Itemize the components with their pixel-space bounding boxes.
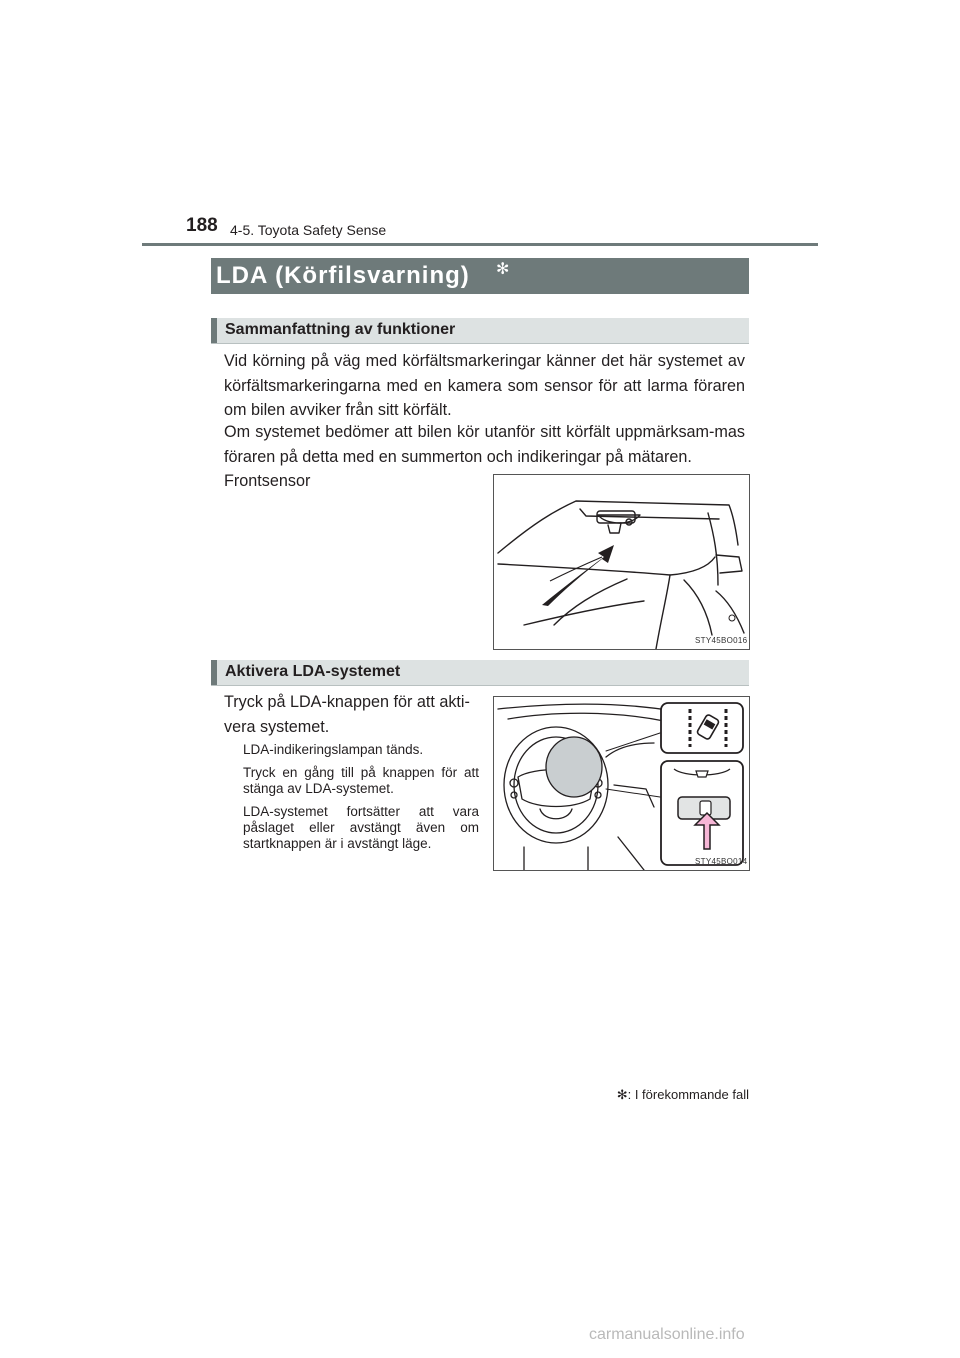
footnote bbox=[600, 1087, 749, 1103]
watermark[interactable]: carmanualsonline.info bbox=[589, 1326, 745, 1343]
paragraph-warning: Om systemet bedömer att bilen kör utanför sitt körfält uppmärksam-mas föraren på detta med en summerton och indikeringar på mätaren. bbox=[224, 423, 745, 466]
figure-lda-button bbox=[493, 696, 750, 871]
paragraph-intro: Vid körning på väg med körfältsmarkeringar känner det här systemet av körfältsmarkeringarna med en kamera som sensor för att larma föraren om bilen avviker från sitt körfält. bbox=[224, 352, 745, 419]
figure-caption-frontsensor: Frontsensor bbox=[224, 472, 311, 490]
title-footnote-marker: ✻ bbox=[496, 261, 510, 278]
instruction-text: Tryck på LDA-knappen för att akti-vera systemet. bbox=[224, 693, 470, 736]
page-title: LDA (Körfilsvarning) bbox=[216, 262, 470, 289]
subheading-summary bbox=[211, 318, 749, 344]
steering-wheel-illustration bbox=[494, 697, 749, 870]
note-press-again: Tryck en gång till på knappen för att stänga av LDA-systemet. bbox=[243, 765, 479, 796]
section-title: 4-5. Toyota Safety Sense bbox=[230, 222, 387, 238]
subheading-activate bbox=[211, 660, 749, 686]
figure-front-sensor bbox=[493, 474, 750, 650]
subheading-label: Sammanfattning av funktioner bbox=[225, 321, 456, 338]
note-persists: LDA-systemet fortsätter att vara påslaget eller avstängt även om startknappen är i avstängt läge. bbox=[243, 804, 479, 851]
header-rule bbox=[142, 243, 818, 246]
subheading-accent bbox=[211, 318, 217, 343]
windshield-illustration bbox=[494, 475, 749, 649]
figure-code: STY45BO014 bbox=[695, 857, 748, 866]
figure-code: STY45BO016 bbox=[695, 636, 748, 645]
footnote-text: : I förekommande fall bbox=[627, 1087, 749, 1102]
footnote-marker: ✻ bbox=[616, 1087, 628, 1102]
note-lamp-on: LDA-indikeringslampan tänds. bbox=[243, 742, 424, 757]
page-number: 188 bbox=[186, 215, 218, 236]
subheading-label: Aktivera LDA-systemet bbox=[225, 663, 401, 680]
subheading-accent bbox=[211, 660, 217, 685]
